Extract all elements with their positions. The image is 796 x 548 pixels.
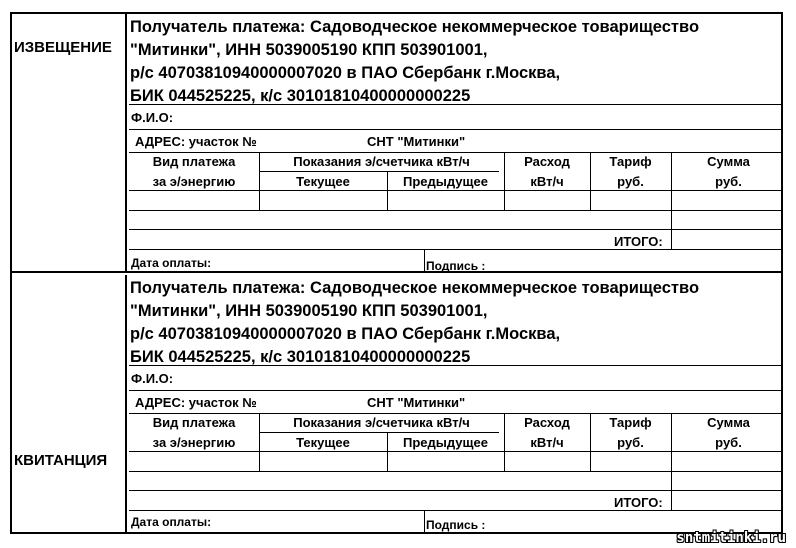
previous-header: Предыдущее — [403, 435, 488, 450]
pay-date-label: Дата оплаты: — [131, 256, 212, 270]
payee-line-3: р/с 40703810940000007020 в ПАО Сбербанк г.Москва, — [130, 64, 561, 82]
payment-type-header: Вид платежа — [152, 415, 236, 430]
payee-line-3: р/с 40703810940000007020 в ПАО Сбербанк г.Москва, — [130, 325, 561, 343]
payee-line-2: "Митинки", ИНН 5039005190 КПП 503901001, — [130, 41, 488, 59]
payee-line-4: БИК 044525225, к/с 30101810400000000225 — [130, 87, 471, 105]
payment-form — [10, 12, 783, 534]
sum-unit: руб. — [715, 174, 742, 189]
total-label: ИТОГО: — [614, 495, 663, 510]
consumption-header: Расход — [524, 154, 570, 169]
address-label: АДРЕС: участок № — [135, 134, 257, 149]
payee-line-1: Получатель платежа: Садоводческое некоммерческое товарищество — [130, 18, 700, 36]
consumption-unit: кВт/ч — [530, 174, 564, 189]
meter-header: Показания э/счетчика кВт/ч — [293, 415, 470, 430]
payee-block — [129, 14, 781, 105]
notice-label: ИЗВЕЩЕНИЕ — [14, 39, 112, 56]
payee-block — [129, 275, 781, 366]
receipt-main — [129, 275, 781, 532]
notice-main — [129, 14, 781, 271]
sum-header: Сумма — [707, 415, 750, 430]
signature-label: Подпись : — [426, 259, 486, 273]
receipt-section — [12, 275, 781, 532]
receipt-side — [12, 275, 127, 532]
payee-line-1: Получатель платежа: Садоводческое некоммерческое товарищество — [130, 279, 700, 297]
sum-header: Сумма — [707, 154, 750, 169]
payment-type-value: за э/энергию — [152, 174, 236, 189]
tariff-unit: руб. — [617, 435, 644, 450]
current-header: Текущее — [296, 435, 350, 450]
address-label: АДРЕС: участок № — [135, 395, 257, 410]
total-label: ИТОГО: — [614, 234, 663, 249]
site-watermark: sntmitinki.ru — [676, 530, 786, 546]
previous-header: Предыдущее — [403, 174, 488, 189]
fio-label: Ф.И.О: — [131, 110, 174, 125]
snt-label: СНТ "Митинки" — [367, 395, 466, 410]
payment-type-header: Вид платежа — [152, 154, 236, 169]
payment-type-value: за э/энергию — [152, 435, 236, 450]
fio-label: Ф.И.О: — [131, 371, 174, 386]
tariff-header: Тариф — [609, 154, 652, 169]
pay-date-label: Дата оплаты: — [131, 515, 212, 529]
tariff-unit: руб. — [617, 174, 644, 189]
tariff-header: Тариф — [609, 415, 652, 430]
snt-label: СНТ "Митинки" — [367, 134, 466, 149]
payee-line-4: БИК 044525225, к/с 30101810400000000225 — [130, 348, 471, 366]
payee-line-2: "Митинки", ИНН 5039005190 КПП 503901001, — [130, 302, 488, 320]
notice-section — [12, 14, 781, 273]
notice-side — [12, 14, 127, 271]
signature-label: Подпись : — [426, 518, 486, 532]
consumption-unit: кВт/ч — [530, 435, 564, 450]
consumption-header: Расход — [524, 415, 570, 430]
receipt-label: КВИТАНЦИЯ — [14, 452, 108, 469]
meter-header: Показания э/счетчика кВт/ч — [293, 154, 470, 169]
sum-unit: руб. — [715, 435, 742, 450]
current-header: Текущее — [296, 174, 350, 189]
